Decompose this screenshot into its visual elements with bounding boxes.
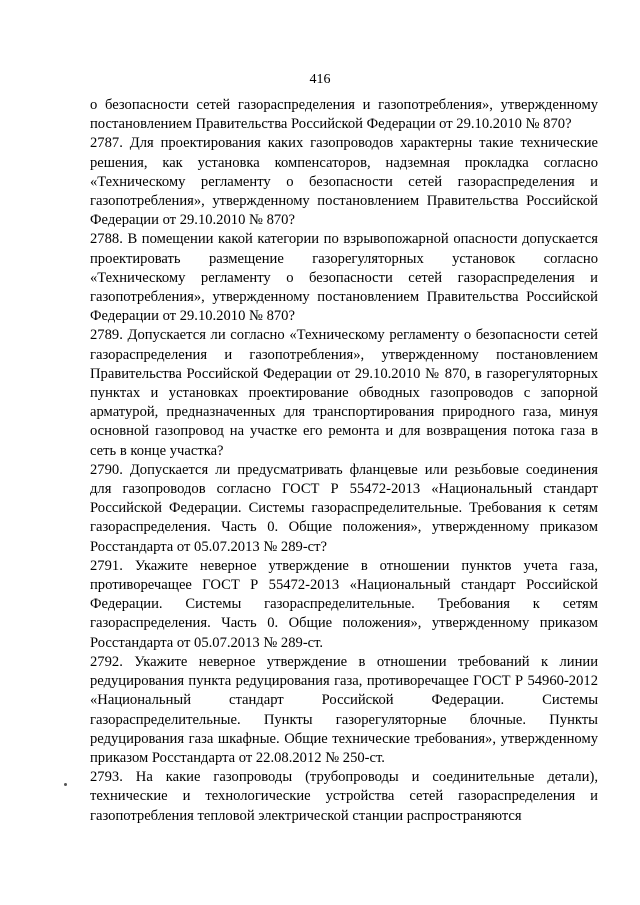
question-number: 2789.	[90, 327, 123, 344]
question-text: Укажите неверное утверждение в отношении пунктов учета газа, противоречащее ГОСТ Р 55472-2013 «Национальный стандарт Российской Федерации. Системы газораспределительные. Требования к сетям газораспределения. Часть 0. Общие положения», утвержденному приказом Росстандарта от 05.07.2013 № 289-ст.	[90, 557, 598, 651]
document-body	[90, 96, 598, 826]
question-number: 2791.	[90, 557, 123, 574]
question-2792	[90, 653, 598, 768]
question-text: В помещении какой категории по взрывопожарной опасности допускается проектировать размещение газорегуляторных установок согласно «Техническому регламенту о безопасности сетей газораспределения и газопотребления», утвержденному постановлением Правительства Российской Федерации от 29.10.2010 № 870?	[90, 231, 598, 325]
scan-dot-mark	[64, 783, 67, 786]
intro-paragraph: о безопасности сетей газораспределения и газопотребления», утвержденному постановлением Правительства Российской Федерации от 29.10.2010 № 870?	[90, 97, 598, 133]
question-2791	[90, 557, 598, 653]
question-2788	[90, 230, 598, 326]
question-2789	[90, 326, 598, 460]
question-2790	[90, 461, 598, 557]
page-number: 416	[309, 72, 331, 87]
question-2793	[90, 768, 598, 826]
question-number: 2788.	[90, 231, 123, 248]
question-text: Для проектирования каких газопроводов характерны такие технические решения, как установка компенсаторов, надземная прокладка согласно «Техническому регламенту о безопасности сетей газораспределения и газопотребления», утвержденному постановлением Правительства Российской Федерации от 29.10.2010 № 870?	[90, 135, 598, 229]
question-2787	[90, 134, 598, 230]
question-number: 2787.	[90, 135, 123, 152]
question-text: На какие газопроводы (трубопроводы и соединительные детали), технические и технологические устройства сетей газораспределения и газопотребления тепловой электрической станции распространяются	[90, 769, 598, 824]
question-number: 2792.	[90, 653, 123, 670]
question-text: Укажите неверное утверждение в отношении требований к линии редуцирования пункта редуцирования газа, противоречащее ГОСТ Р 54960-2012 «Национальный стандарт Российской Федерации. Системы газораспределительные. Пункты газорегуляторные блочные. Пункты редуцирования газа шкафные. Общие технические требования», утвержденному приказом Росстандарта от 22.08.2012 № 250-ст.	[90, 653, 599, 766]
question-number: 2793.	[90, 769, 123, 786]
question-number: 2790.	[90, 461, 123, 478]
question-text: Допускается ли предусматривать фланцевые или резьбовые соединения для газопроводов согласно ГОСТ Р 55472-2013 «Национальный стандарт Российской Федерации. Системы газораспределительные. Требования к сетям газораспределения. Часть 0. Общие положения», утвержденному приказом Росстандарта от 05.07.2013 № 289-ст?	[90, 461, 598, 555]
question-text: Допускается ли согласно «Техническому регламенту о безопасности сетей газораспределения и газопотребления», утвержденному постановлением Правительства Российской Федерации от 29.10.2010 № 870, в газорегуляторных пунктах и установках проектирование обводных газопроводов с запорной арматурой, предназначенных для транспортирования природного газа, минуя основной газопровод на участке его ремонта и для возвращения потока газа в сеть в конце участка?	[90, 327, 598, 459]
